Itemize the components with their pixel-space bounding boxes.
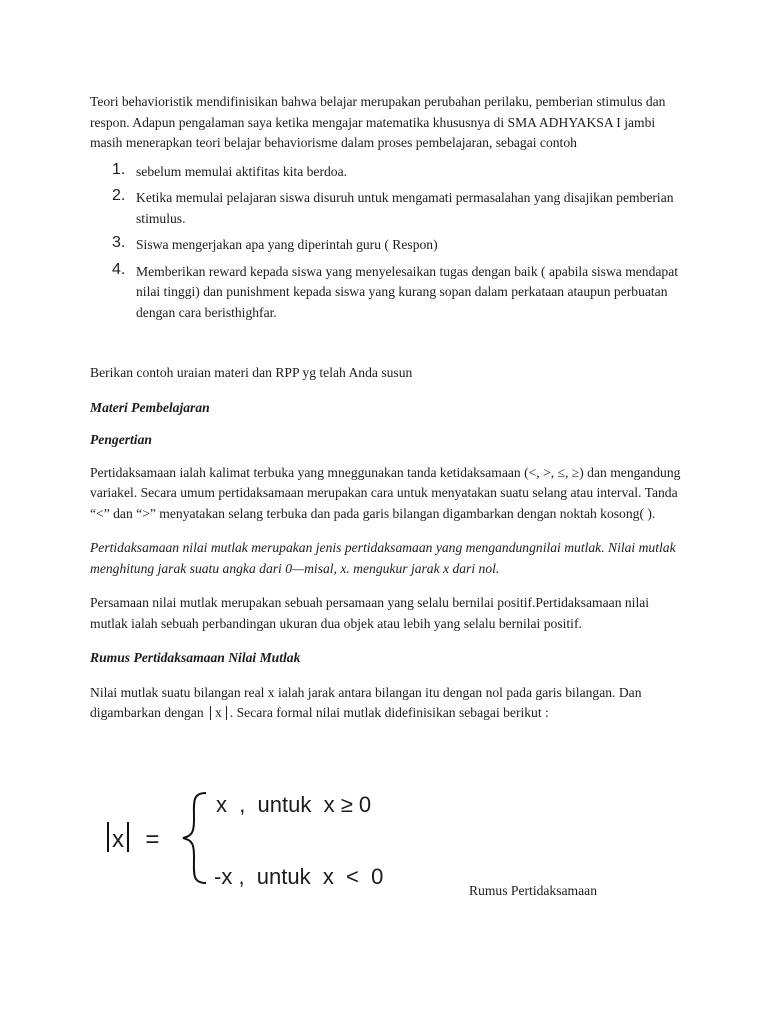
list-item <box>90 162 690 183</box>
left-brace-icon <box>180 790 210 886</box>
list-number: 1. <box>112 160 126 178</box>
list-number: 4. <box>112 260 126 278</box>
abs-value-formula <box>100 790 520 890</box>
list-number: 2. <box>112 187 126 204</box>
formula-case-positive: x , untuk x ≥ 0 <box>216 792 372 817</box>
prompt-line: Berikan contoh uraian materi dan RPP yg telah Anda susun <box>90 365 413 380</box>
list-item-text: Ketika memulai pelajaran siswa disuruh untuk mengamati permasalahan yang disajikan pemberian stimulus. <box>136 190 674 226</box>
rumus-paragraph <box>90 683 690 724</box>
heading-rumus: Rumus Pertidaksamaan Nilai Mutlak <box>90 650 301 665</box>
nilai-mutlak-paragraph: Pertidaksamaan nilai mutlak merupakan jenis pertidaksamaan yang mengandungnilai mutlak. Nilai mutlak menghitung jarak suatu angka dari 0—misal, x. mengukur jarak x dari nol. <box>90 540 676 576</box>
list-item-text: Memberikan reward kepada siswa yang menyelesaikan tugas dengan baik ( apabila siswa mendapat nilai tinggi) dan punishment kepada siswa yang kurang sopan dalam perkataan ataupun perbuatan dengan cara beristhighfar. <box>136 263 679 320</box>
abs-bar-left <box>107 822 109 852</box>
document-body <box>90 92 690 724</box>
intro-paragraph: Teori behavioristik mendifinisikan bahwa belajar merupakan perubahan perilaku, pemberian stimulus dan respon. Adapun pengalaman saya ketika mengajar matematika khususnya di SMA ADHYAKSA I jambi masih menerapkan teori belajar behaviorisme dalam proses pembelajaran, sebagai contoh <box>90 94 666 150</box>
heading-materi: Materi Pembelajaran <box>90 399 210 415</box>
list-item-text: sebelum memulai aktifitas kita berdoa. <box>136 163 348 179</box>
formula-case-negative: -x , untuk x < 0 <box>214 864 384 889</box>
heading-pengertian: Pengertian <box>90 432 152 447</box>
formula-variable: x <box>112 826 124 853</box>
list-item <box>90 235 690 256</box>
numbered-list <box>90 162 690 324</box>
list-item <box>90 188 690 229</box>
abs-value-inline: x <box>210 706 227 720</box>
abs-bar-right <box>127 822 129 852</box>
rumus-text-a: Nilai mutlak suatu bilangan real x ialah jarak antara bilangan itu dengan nol pada garis bilangan. Dan digambarkan dengan <box>90 684 642 720</box>
formula-equals: = <box>145 826 160 853</box>
persamaan-paragraph: Persamaan nilai mutlak merupakan sebuah persamaan yang selalu bernilai positif.Pertidaksamaan nilai mutlak ialah sebuah perbandingan ukuran dua objek atau lebih yang selalu bernilai positif. <box>90 595 650 631</box>
rumus-text-b: . Secara formal nilai mutlak didefinisikan sebagai berikut : <box>229 705 549 720</box>
formula-caption: Rumus Pertidaksamaan <box>469 883 597 898</box>
pengertian-paragraph: Pertidaksamaan ialah kalimat terbuka yang mneggunakan tanda ketidaksamaan (<, >, ≤, ≥) dan mengandung variakel. Secara umum pertidaksamaan merupakan cara untuk menyatakan suatu selang atau interval. Tanda “<” dan “>” menyatakan selang terbuka dan pada garis bilangan digambarkan dengan noktah kosong( ). <box>90 464 681 521</box>
list-item <box>90 262 690 324</box>
list-item-text: Siswa mengerjakan apa yang diperintah guru ( Respon) <box>136 237 438 252</box>
formula-lhs <box>104 822 159 854</box>
list-number: 3. <box>112 234 126 251</box>
